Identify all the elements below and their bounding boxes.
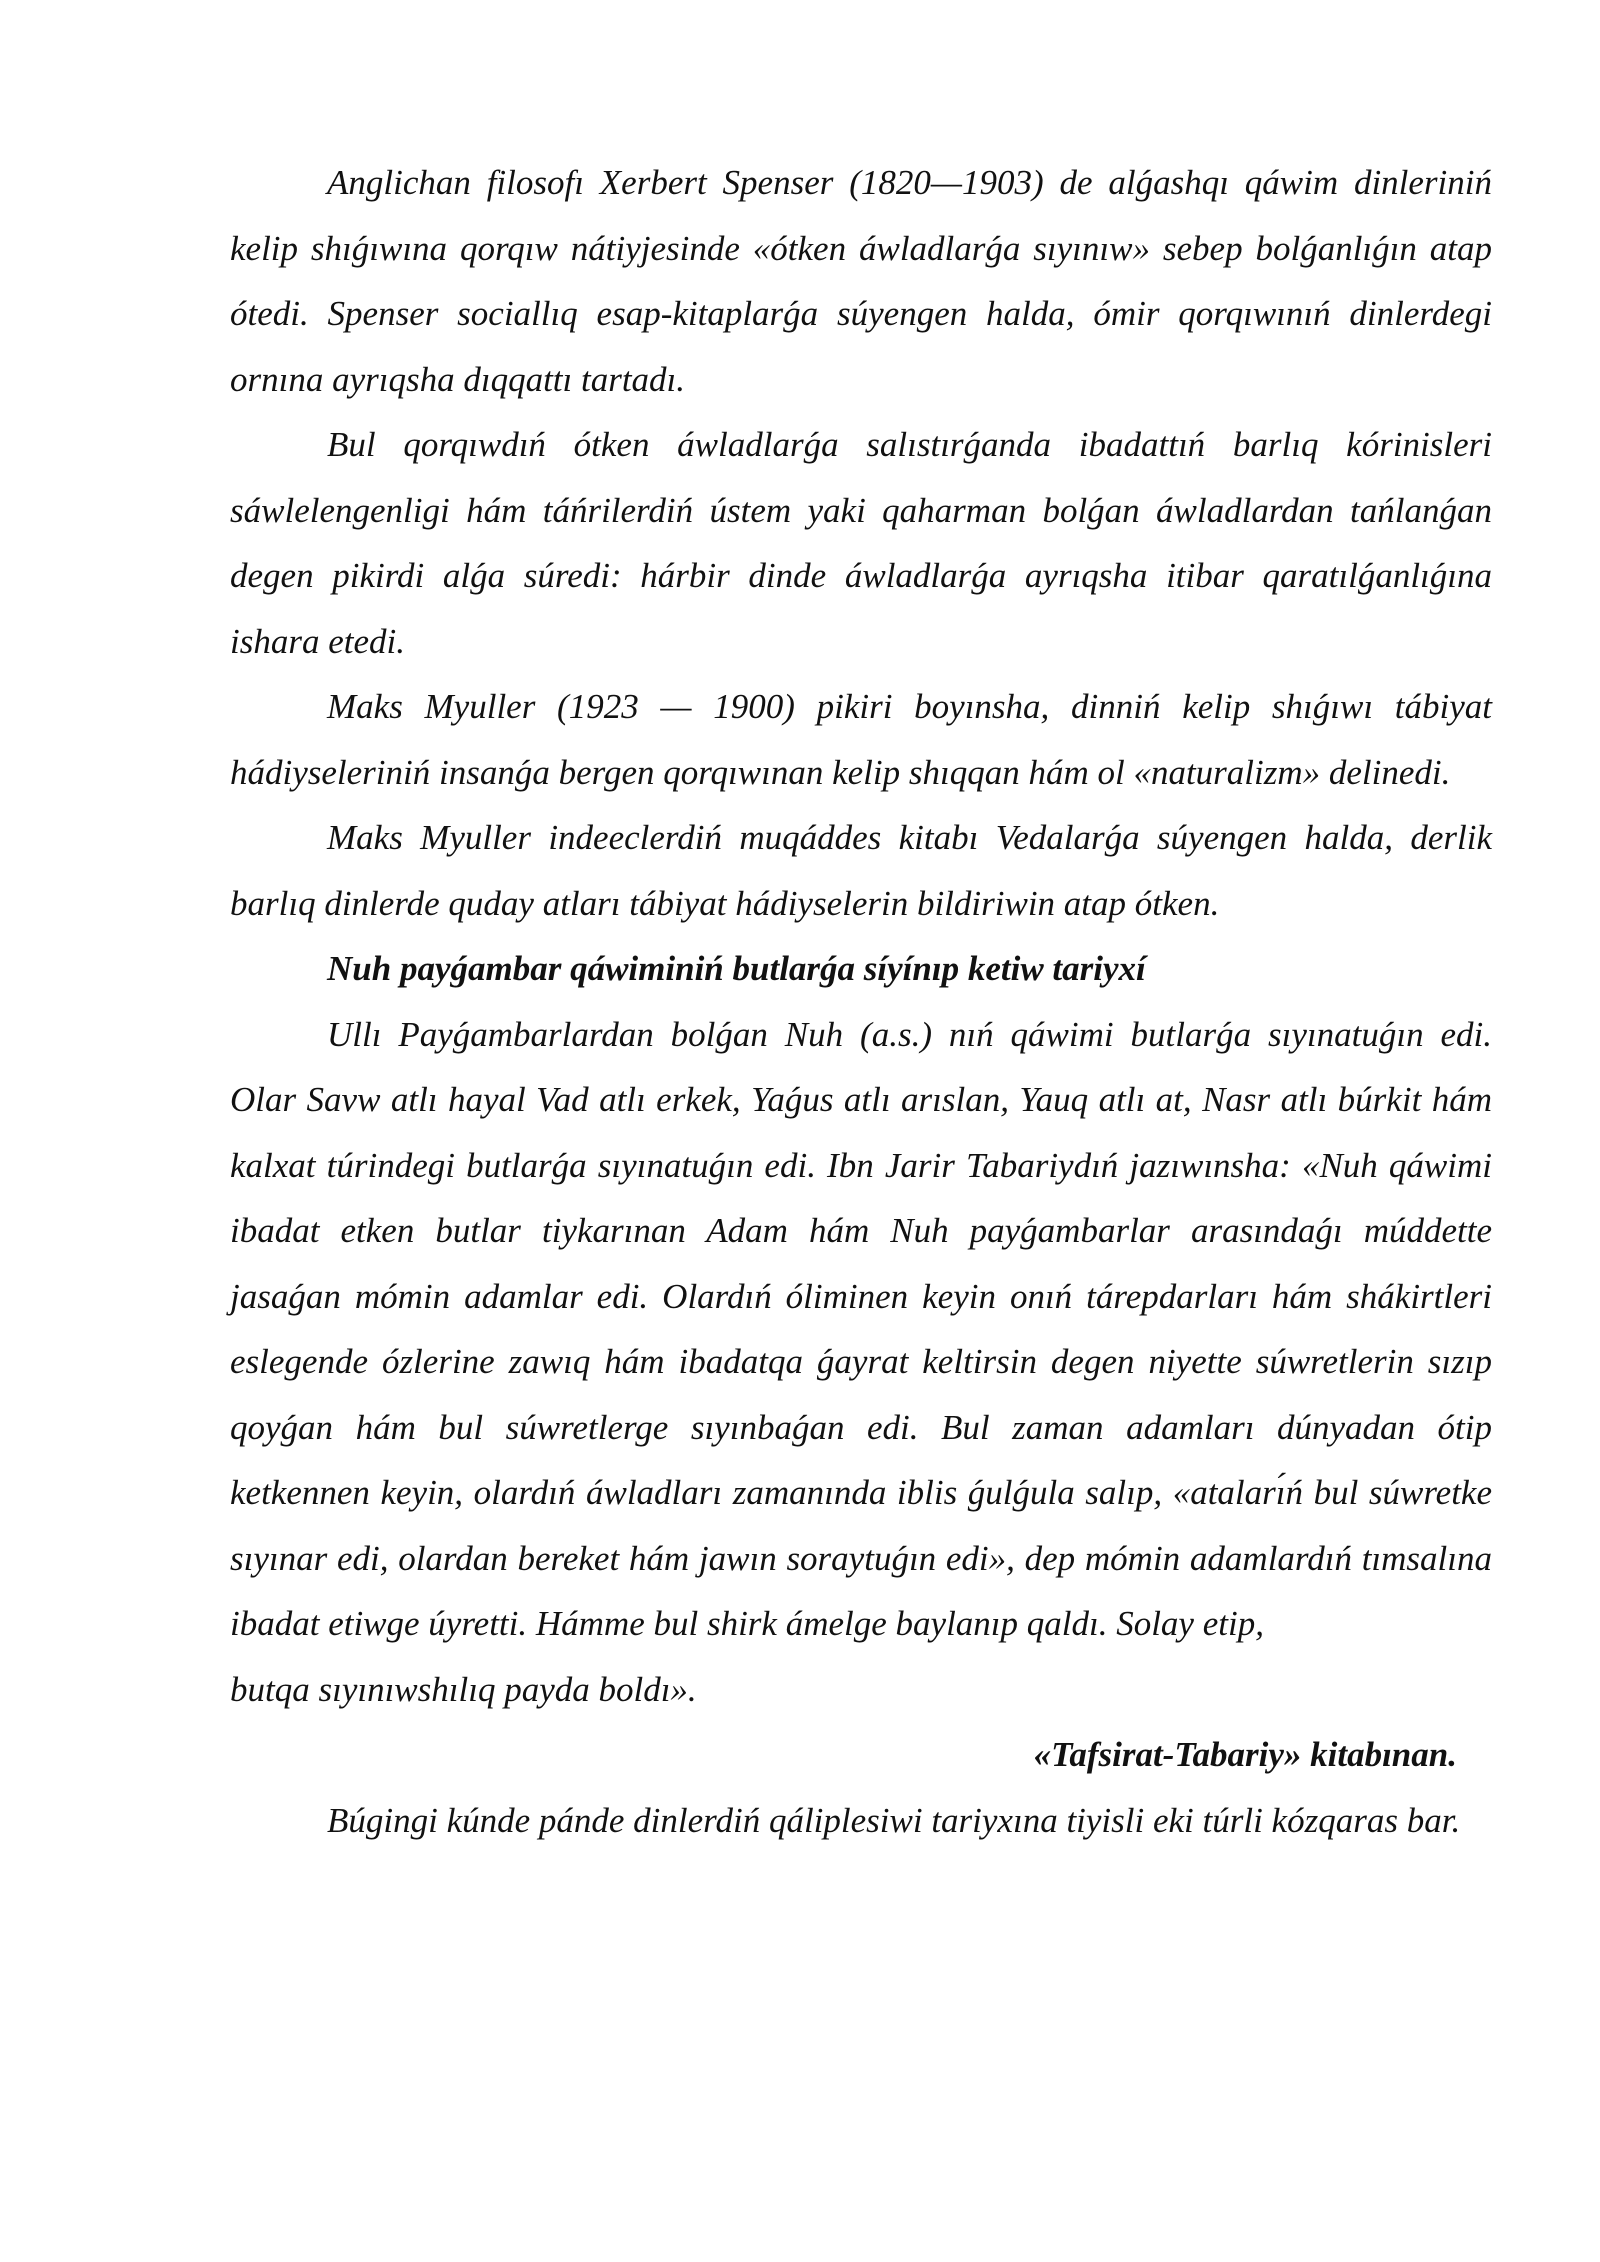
paragraph-myuller-naturalism: Maks Myuller (1923 — 1900) pikiri boyınsha, dinniń kelip shıǵıwı tábiyat hádiyseleriniń insanǵa bergen qorqıwınan kelip shıqqan hám ol «naturalizm» delinedi. <box>230 687 1492 792</box>
paragraph-nuh-story: Ullı Payǵambarlardan bolǵan Nuh (a.s.) nıń qáwimi butlarǵa sıyınatuǵın edi. Olar Savw atlı hayal Vad atlı erkek, Yaǵus atlı arıslan, Yauq atlı at, Nasr atlı búrkit hám kalxat túrindegi butlarǵa sıyınatuǵın edi. Ibn Jarir Tabariydıń jazıwınsha: «Nuh qáwimi ibadat etken butlar tiykarınan Adam hám Nuh payǵambarlar arasındaǵı múddette jasaǵan mómin adamlar edi. Olardıń óliminen keyin onıń tárepdarları hám shákirtleri eslegende ózlerine zawıq hám ibadatqa ǵayrat keltirsin degen niyette súwretlerin sızıp qoyǵan hám bul súwretlerge sıyınbaǵan edi. Bul zaman adamları dúnyadan ótip ketkennen keyin, olardıń áwladları zamanında iblis ǵulǵula salıp, «ataları́ń bul súwretke sıyınar edi, olardan bereket hám jawın soraytuǵın edi», dep mómin adamlardıń tımsalına ibadat etiwge úyretti. Hámme bul shirk ámelge baylanıp qaldı. Solay etip, <box>230 1014 1492 1643</box>
section-heading: Nuh payǵambar qáwiminiń butlarǵa síyínıp ketiw tariyxí <box>327 949 1146 988</box>
paragraph-two-views: Búgingi kúnde pánde dinlerdiń qáliplesiwi tariyxına tiyisli eki túrli kózqaras bar. <box>327 1800 1461 1840</box>
source-citation: «Tafsirat-Tabariy» kitabınan. <box>1033 1735 1457 1774</box>
document-page <box>230 150 1492 1853</box>
paragraph-spenser: Anglichan filosofı Xerbert Spenser (1820—1903) de alǵashqı qáwim dinleriniń kelip shıǵıwına qorqıw nátiyjesinde «ótken áwladlarǵa sıyınıw» sebep bolǵanlıǵın atap ótedi. Spenser sociallıq esap-kitaplarǵa súyengen halda, ómir qorqıwınıń dinlerdegi ornına ayrıqsha dıqqattı tartadı. <box>230 163 1492 399</box>
paragraph-myuller-vedas: Maks Myuller indeeclerdiń muqáddes kitabı Vedalarǵa súyengen halda, derlik barlıq dinlerde quday atları tábiyat hádiyselerin bildiriwin atap ótken. <box>230 818 1492 923</box>
paragraph-ancestors: Bul qorqıwdıń ótken áwladlarǵa salıstırǵanda ibadattıń barlıq kórinisleri sáwlelengenligi hám táńrilerdiń ústem yaki qaharman bolǵan áwladlardan tańlanǵan degen pikirdi alǵa súredi: hárbir dinde áwladlarǵa ayrıqsha itibar qaratılǵanlıǵına ishara etedi. <box>230 425 1492 661</box>
paragraph-nuh-story-end: butqa sıyınıwshılıq payda boldı». <box>230 1669 697 1709</box>
